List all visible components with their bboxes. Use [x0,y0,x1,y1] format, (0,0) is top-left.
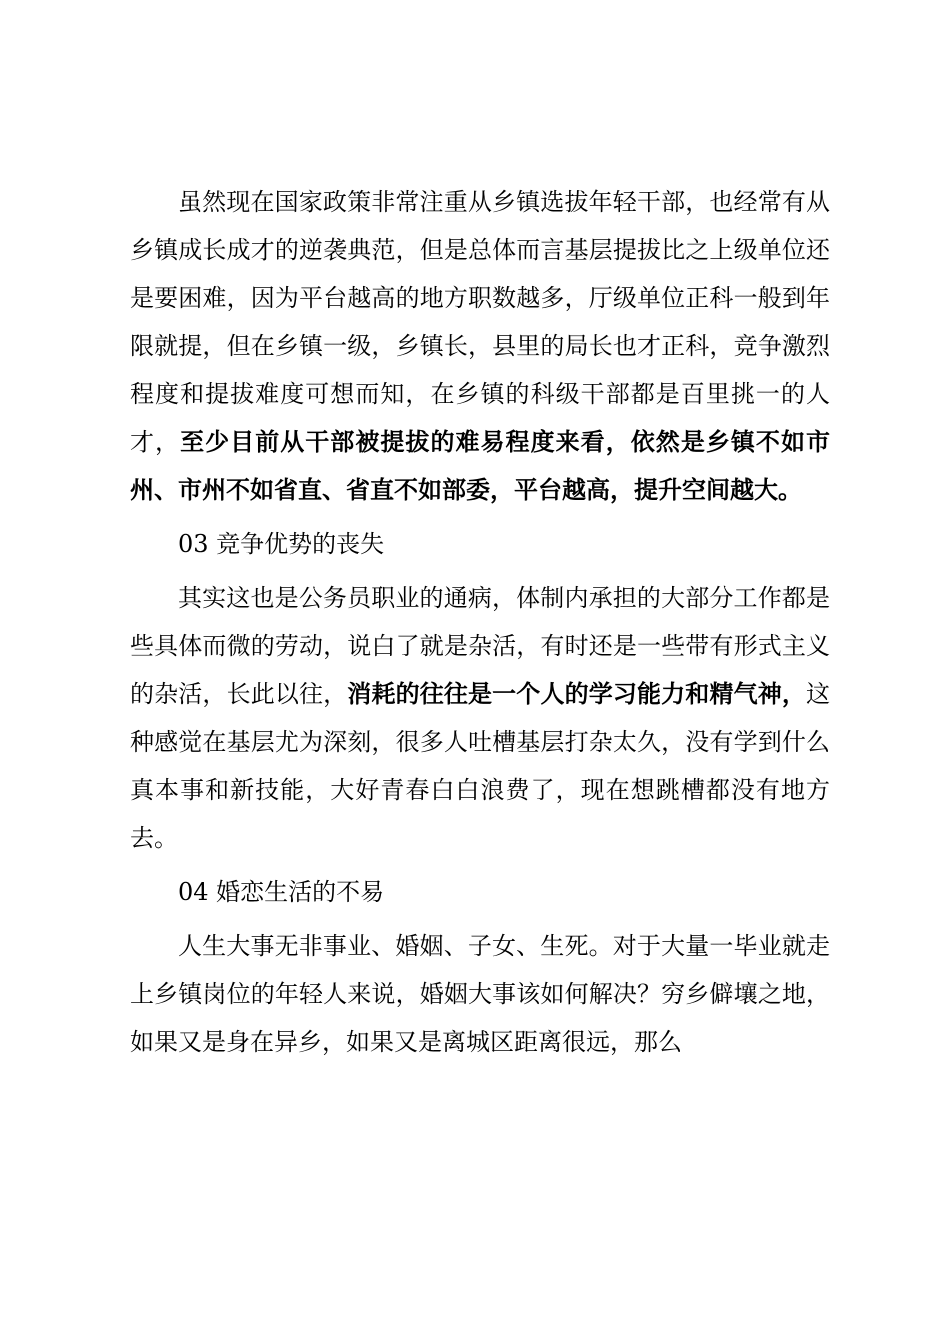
section-heading-03: 03 竞争优势的丧失 [178,530,385,558]
paragraph-2-text-before: 其实这也是公务员职业的通病，体制内承担的大部分工作都是些具体而微的劳动，说白了就是杂活，有时还是一些带有形式主义的杂活，长此以往， [130,584,830,708]
paragraph-1 [130,178,830,514]
paragraph-2 [130,574,830,862]
document-body [130,178,830,1066]
paragraph-3 [130,922,830,1066]
paragraph-1-bold: 至少目前从干部被提拔的难易程度来看，依然是乡镇不如市州、市州不如省直、省直不如部委，平台越高，提升空间越大。 [130,427,831,504]
paragraph-2-bold: 消耗的往往是一个人的学习能力和精气神， [347,679,807,708]
paragraph-3-text: 人生大事无非事业、婚姻、子女、生死。对于大量一毕业就走上乡镇岗位的年轻人来说，婚姻大事该如何解决？穷乡僻壤之地，如果又是身在异乡，如果又是离城区距离很远，那么 [130,932,830,1056]
paragraph-1-text: 虽然现在国家政策非常注重从乡镇选拔年轻干部，也经常有从乡镇成长成才的逆袭典范，但是总体而言基层提拔比之上级单位还是要困难，因为平台越高的地方职数越多，厅级单位正科一般到年限就提，但在乡镇一级，乡镇长，县里的局长也才正科，竞争激烈程度和提拔难度可想而知，在乡镇的科级干部都是百里挑一的人才， [130,188,830,456]
paragraph-2-text-after: 这种感觉在基层尤为深刻，很多人吐槽基层打杂太久，没有学到什么真本事和新技能，大好青春白白浪费了，现在想跳槽都没有地方去。 [130,680,831,852]
section-heading-04: 04 婚恋生活的不易 [178,878,385,906]
